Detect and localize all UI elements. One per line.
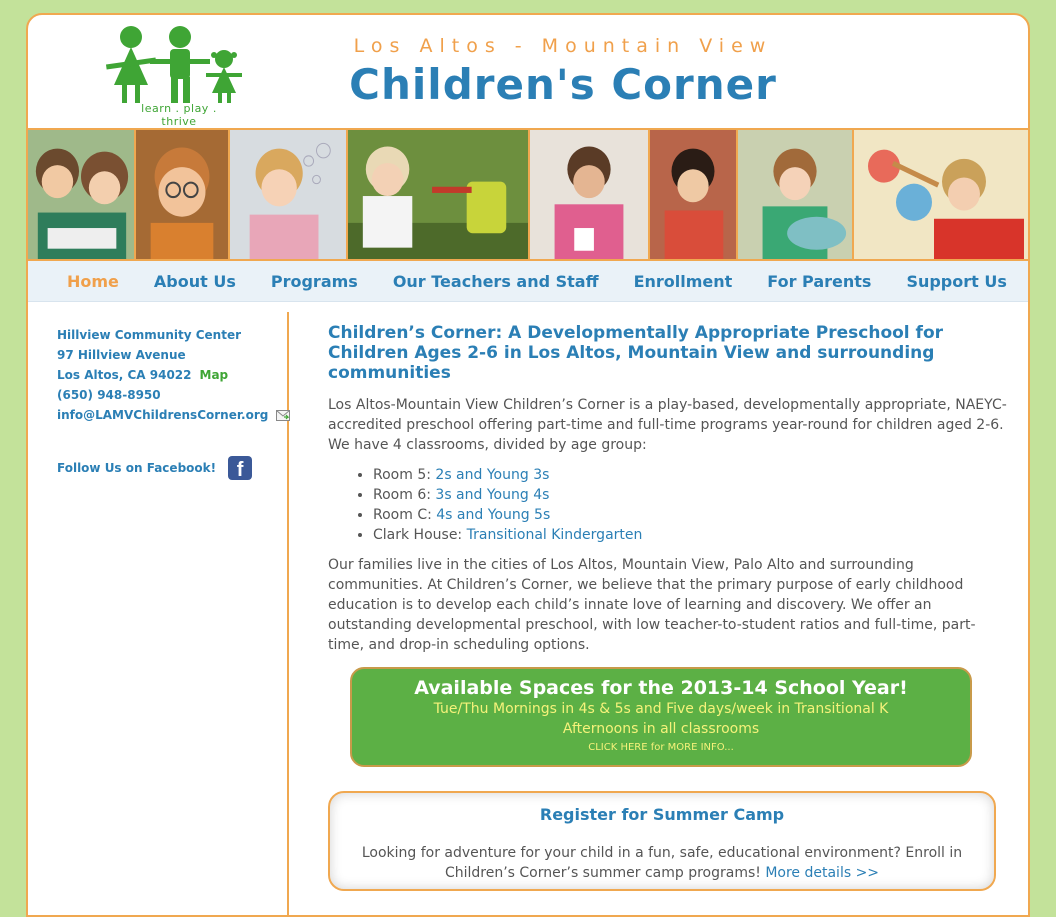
phone-number[interactable]: (650) 948-8950 [57, 388, 161, 402]
email-row [57, 408, 290, 422]
list-item [373, 465, 1008, 485]
camp-more-details-link[interactable]: More details >> [765, 865, 880, 881]
list-item [373, 505, 1008, 525]
photo-strip [28, 128, 1028, 261]
photo-boy-drawing [650, 130, 738, 259]
room-link[interactable]: 2s and Young 3s [435, 467, 550, 483]
map-link[interactable]: Map [199, 368, 229, 382]
nav-enrollment[interactable]: Enrollment [633, 271, 733, 291]
nav-for-parents[interactable]: For Parents [767, 271, 872, 291]
promo-line-2: Afternoons in all classrooms [562, 721, 760, 737]
photo-girl-cup [530, 130, 650, 259]
camp-title[interactable]: Register for Summer Camp [539, 805, 785, 824]
nav-about-us[interactable]: About Us [153, 271, 236, 291]
nav-programs[interactable]: Programs [270, 271, 358, 291]
promo-title: Available Spaces for the 2013-14 School Year! [414, 677, 908, 699]
promo-line-1: Tue/Thu Mornings in 4s & 5s and Five days/week in Transitional K [433, 701, 889, 717]
photo-boy-painting [854, 130, 1028, 259]
photo-children-reading [28, 130, 136, 259]
room-link[interactable]: Transitional Kindergarten [466, 527, 643, 543]
list-item [373, 485, 1008, 505]
room-link[interactable]: 4s and Young 5s [436, 507, 551, 523]
camp-text: Looking for adventure for your child in a fun, safe, educational environment? Enroll in Children’s Corner’s summer camp programs! [361, 845, 963, 881]
room-list [328, 465, 1008, 545]
facebook-row [57, 456, 252, 480]
promo-click-link[interactable]: CLICK HERE for MORE INFO... [588, 742, 734, 753]
address-city: Los Altos, CA 94022 [57, 368, 192, 382]
available-spaces-banner[interactable] [350, 667, 972, 767]
address-city-row [57, 368, 228, 382]
nav-home[interactable]: Home [67, 271, 119, 291]
email-link[interactable]: info@LAMVChildrensCorner.org [57, 408, 269, 422]
room-label: Room 6: [373, 487, 436, 503]
room-label: Clark House: [373, 527, 467, 543]
room-label: Room 5: [373, 467, 436, 483]
address-street: 97 Hillview Avenue [57, 348, 186, 362]
page-container [26, 13, 1030, 917]
logo-tagline: learn . play . thrive [141, 102, 217, 128]
main-content [328, 323, 1008, 881]
page-heading: Children’s Corner: A Developmentally Appropriate Preschool for Children Ages 2-6 in Los Altos, Mountain View and surrounding communities [328, 323, 944, 383]
facebook-label[interactable]: Follow Us on Facebook! [57, 461, 217, 475]
facebook-icon[interactable]: f [228, 456, 252, 480]
site-subtitle: Los Altos - Mountain View [353, 35, 773, 57]
nav-teachers-staff[interactable]: Our Teachers and Staff [392, 271, 599, 291]
photo-boy-glasses [136, 130, 230, 259]
email-icon[interactable] [276, 410, 290, 421]
summer-camp-box [328, 791, 996, 891]
address-place: Hillview Community Center [57, 328, 241, 342]
photo-girl-bubbles [230, 130, 348, 259]
sidebar [28, 312, 289, 917]
main-nav [28, 261, 1028, 302]
nav-support-us[interactable]: Support Us [906, 271, 1007, 291]
photo-child-watering-can [348, 130, 530, 259]
list-item [373, 525, 1008, 545]
site-header [28, 15, 1028, 128]
families-paragraph: Our families live in the cities of Los Altos, Mountain View, Palo Alto and surrounding communities. At Children’s Corner, we believe that the primary purpose of early childhood education is to develop each child’s innate love of learning and discovery. We offer an outstanding developmental preschool, with low teacher-to-student ratios and full-time, part-time, and drop-in scheduling options. [328, 557, 976, 653]
photo-girl-bowl [738, 130, 854, 259]
camp-text-row [330, 843, 994, 883]
intro-paragraph: Los Altos-Mountain View Children’s Corner is a play-based, developmentally appropriate, NAEYC-accredited preschool offering part-time and full-time programs year-round for children aged 2-6. We have 4 classrooms, divided by age group: [328, 397, 1007, 453]
site-title[interactable]: Children's Corner [349, 60, 777, 109]
room-label: Room C: [373, 507, 437, 523]
room-link[interactable]: 3s and Young 4s [435, 487, 550, 503]
